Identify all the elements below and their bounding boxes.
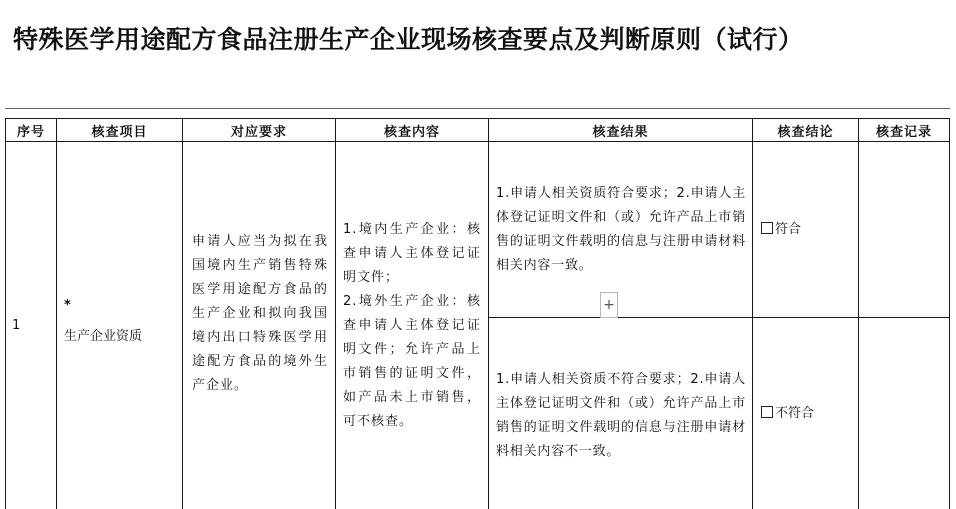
header-conclusion: 核查结论 (777, 124, 834, 140)
result-pass: 1.申请人相关资质符合要求；2.申请人主体登记证明文件和（或）允许产品上市销售的证明文件载明的信息与注册申请材料相关内容一致。 (496, 186, 746, 273)
row-item: 生产企业资质 (64, 329, 143, 344)
conclusion-fail-option[interactable] (761, 402, 814, 426)
header-record: 核查记录 (875, 124, 932, 140)
conclusion-pass-label: 符合 (775, 222, 802, 237)
conclusion-pass-option[interactable] (761, 218, 801, 242)
row-content (343, 218, 481, 434)
header-requirement: 对应要求 (230, 124, 287, 140)
conclusion-fail-label: 不符合 (775, 406, 815, 421)
add-row-button[interactable]: + (600, 292, 618, 318)
page-title: 特殊医学用途配方食品注册生产企业现场核查要点及判断原则（试行） (13, 25, 804, 54)
header-seq: 序号 (16, 124, 45, 140)
header-item: 核查项目 (91, 124, 148, 140)
row-requirement: 申请人应当为拟在我国境内生产销售特殊医学用途配方食品的生产企业和拟向我国境内出口特殊医学用途配方食品的境外生产企业。 (192, 234, 328, 393)
checkbox-icon[interactable] (761, 406, 773, 418)
header-content: 核查内容 (383, 124, 440, 140)
header-result: 核查结果 (592, 124, 649, 140)
checkbox-icon[interactable] (761, 222, 773, 234)
content-domestic: 1.境内生产企业：核查申请人主体登记证明文件； (343, 222, 481, 285)
key-item-mark: * (64, 298, 71, 313)
row-seq: 1 (12, 318, 21, 333)
content-overseas: 2.境外生产企业：核查申请人主体登记证明文件；允许产品上市销售的证明文件，如产品未上市销售，可不核查。 (343, 294, 481, 429)
result-fail: 1.申请人相关资质不符合要求；2.申请人主体登记证明文件和（或）允许产品上市销售的证明文件载明的信息与注册申请材料相关内容不一致。 (496, 372, 746, 459)
